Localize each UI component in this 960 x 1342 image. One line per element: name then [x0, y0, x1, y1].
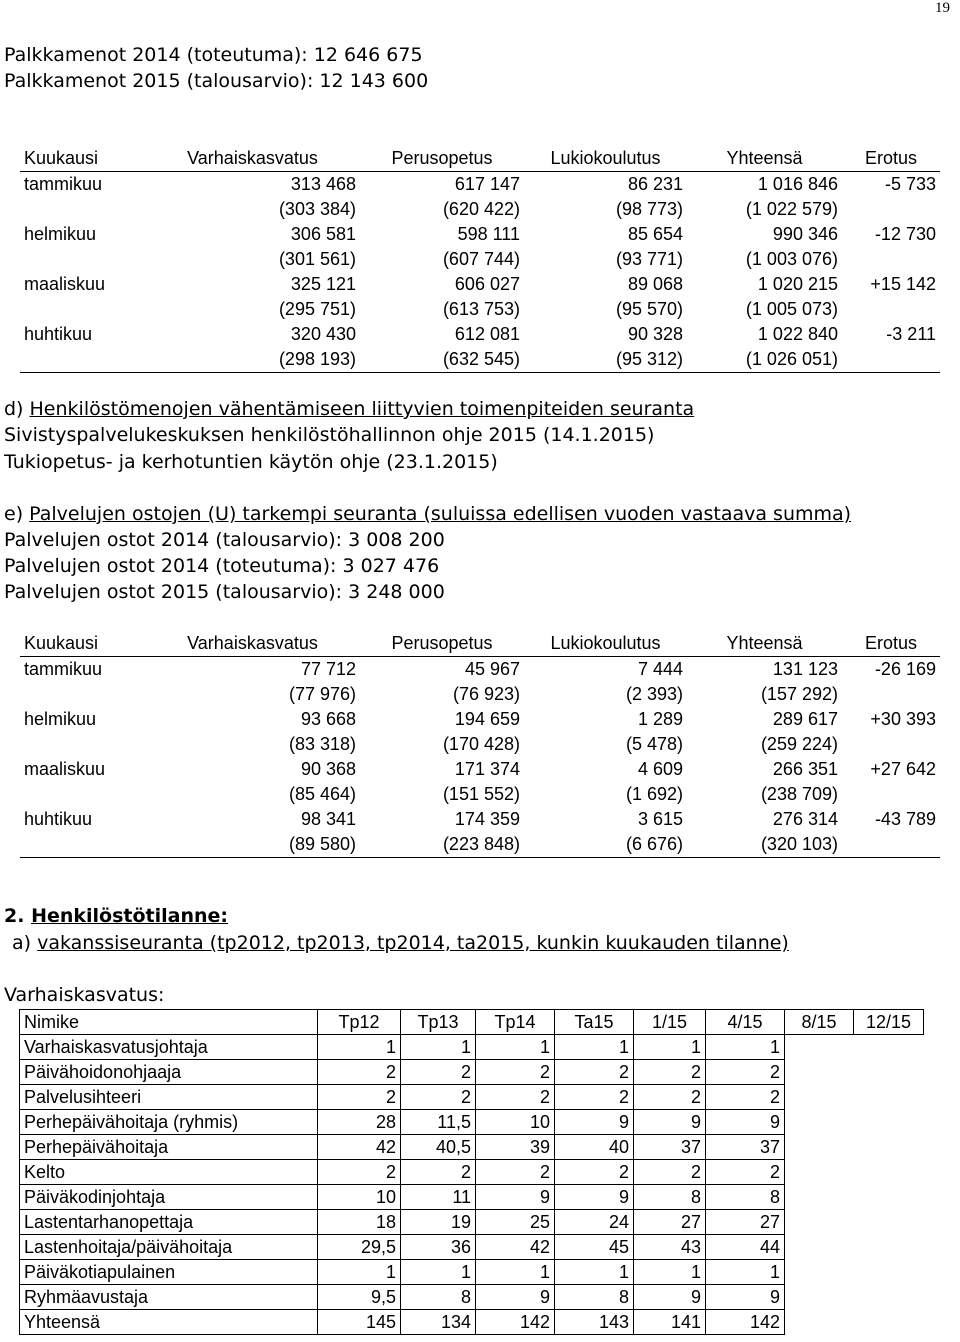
staff-count-cell: 43 — [634, 1235, 706, 1260]
section-d-heading — [4, 398, 694, 420]
staff-count-cell: 10 — [476, 1110, 555, 1135]
section-e-line-3: Palvelujen ostot 2014 (toteutuma): 3 027 476 — [4, 555, 440, 577]
previous-value: (98 773) — [615, 199, 683, 219]
difference-cell: -5 733 — [884, 174, 936, 194]
previous-value: (2 393) — [625, 684, 683, 704]
staff-count-cell — [854, 1035, 924, 1060]
table-header-row — [20, 631, 940, 657]
staff-count-cell — [854, 1060, 924, 1085]
table-row — [20, 222, 940, 272]
current-value: 90 368 — [300, 759, 356, 779]
month-cell: huhtikuu — [20, 322, 145, 373]
current-value: 598 111 — [457, 224, 520, 244]
section-d-line-2: Sivistyspalvelukeskuksen henkilöstöhallinnon ohje 2015 (14.1.2015) — [4, 424, 655, 446]
value-cell — [687, 322, 842, 373]
value-cell — [524, 272, 687, 322]
salary-2015-line: Palkkamenot 2015 (talousarvio): 12 143 600 — [4, 70, 429, 92]
service-purchases-table — [20, 631, 940, 858]
staff-count-cell: 134 — [401, 1310, 476, 1335]
current-value: 77 712 — [300, 659, 356, 679]
value-cell — [360, 322, 524, 373]
month-cell: maaliskuu — [24, 759, 106, 779]
value-cell — [145, 757, 360, 807]
previous-value: (1 003 076) — [745, 249, 838, 269]
staff-count-cell: 1 — [555, 1035, 634, 1060]
column-header: Kuukausi — [20, 146, 145, 172]
staff-column-header: 4/15 — [706, 1010, 785, 1035]
section-e-line-4: Palvelujen ostot 2015 (talousarvio): 3 248 000 — [4, 581, 445, 603]
previous-value: (613 753) — [442, 299, 520, 319]
value-cell — [145, 657, 360, 708]
month-cell: maaliskuu — [24, 274, 106, 294]
staff-column-header: Tp14 — [476, 1010, 555, 1035]
table-row — [20, 707, 940, 757]
difference-cell: +27 642 — [870, 759, 936, 779]
staff-count-cell: 40,5 — [401, 1135, 476, 1160]
staff-count-cell: 2 — [318, 1085, 401, 1110]
staff-title-cell: Kelto — [20, 1160, 318, 1185]
staff-count-cell — [785, 1135, 854, 1160]
staff-count-cell — [854, 1210, 924, 1235]
staff-count-cell: 1 — [318, 1260, 401, 1285]
column-header: Perusopetus — [360, 146, 524, 172]
previous-value: (76 923) — [452, 684, 520, 704]
staff-row — [20, 1135, 924, 1160]
previous-value: (320 103) — [760, 834, 838, 854]
staff-count-cell: 143 — [555, 1310, 634, 1335]
previous-value: (89 580) — [288, 834, 356, 854]
current-value: 606 027 — [454, 274, 520, 294]
staff-count-cell — [785, 1260, 854, 1285]
staff-count-cell — [785, 1285, 854, 1310]
staff-count-cell: 2 — [401, 1085, 476, 1110]
staff-count-cell: 8 — [555, 1285, 634, 1310]
value-cell — [524, 322, 687, 373]
current-value: 7 444 — [637, 659, 683, 679]
value-cell — [524, 757, 687, 807]
staff-column-header: 8/15 — [785, 1010, 854, 1035]
staff-count-cell: 142 — [476, 1310, 555, 1335]
staff-count-cell: 1 — [401, 1035, 476, 1060]
current-value: 266 351 — [772, 759, 838, 779]
staff-count-cell: 25 — [476, 1210, 555, 1235]
difference-cell: -26 169 — [874, 659, 936, 679]
staff-count-cell: 9 — [555, 1110, 634, 1135]
value-cell — [360, 807, 524, 858]
table-row — [20, 272, 940, 322]
column-header: Erotus — [842, 631, 940, 657]
staff-count-cell: 145 — [318, 1310, 401, 1335]
section-2-heading — [4, 905, 228, 927]
previous-value: (1 022 579) — [745, 199, 838, 219]
current-value: 325 121 — [290, 274, 356, 294]
staff-count-cell: 2 — [555, 1085, 634, 1110]
current-value: 990 346 — [772, 224, 838, 244]
current-value: 174 359 — [454, 809, 520, 829]
current-value: 4 609 — [637, 759, 683, 779]
value-cell — [524, 707, 687, 757]
staff-count-cell — [785, 1235, 854, 1260]
staff-count-cell: 2 — [401, 1060, 476, 1085]
previous-value: (157 292) — [760, 684, 838, 704]
previous-value: (620 422) — [442, 199, 520, 219]
month-cell: helmikuu — [24, 224, 97, 244]
current-value: 1 289 — [637, 709, 683, 729]
staff-count-cell: 1 — [476, 1260, 555, 1285]
staff-count-cell: 141 — [634, 1310, 706, 1335]
staff-count-cell: 2 — [318, 1060, 401, 1085]
table-row — [20, 172, 940, 223]
staff-count-cell: 28 — [318, 1110, 401, 1135]
staff-row — [20, 1185, 924, 1210]
staff-count-cell — [785, 1085, 854, 1110]
column-header: Yhteensä — [687, 146, 842, 172]
previous-value: (77 976) — [288, 684, 356, 704]
staff-count-cell — [854, 1235, 924, 1260]
previous-value: (95 312) — [615, 349, 683, 369]
staff-count-cell: 11 — [401, 1185, 476, 1210]
section-d-prefix: d) — [4, 398, 30, 420]
month-cell: helmikuu — [24, 709, 97, 729]
section-d-line-3: Tukiopetus- ja kerhotuntien käytön ohje (23.1.2015) — [4, 451, 498, 473]
staff-count-cell: 2 — [706, 1060, 785, 1085]
staff-count-cell — [785, 1310, 854, 1335]
staff-count-cell: 9 — [634, 1285, 706, 1310]
value-cell — [145, 807, 360, 858]
staff-row — [20, 1060, 924, 1085]
staff-count-cell — [854, 1260, 924, 1285]
staff-count-cell — [854, 1185, 924, 1210]
staff-count-cell: 1 — [634, 1260, 706, 1285]
staff-column-header: Nimike — [20, 1010, 318, 1035]
section-e-line-2: Palvelujen ostot 2014 (talousarvio): 3 008 200 — [4, 529, 445, 551]
staff-count-cell — [785, 1035, 854, 1060]
staff-count-cell: 2 — [555, 1060, 634, 1085]
staff-title-cell: Perhepäivähoitaja (ryhmis) — [20, 1110, 318, 1135]
staff-count-cell: 39 — [476, 1135, 555, 1160]
previous-value: (607 744) — [442, 249, 520, 269]
current-value: 313 468 — [290, 174, 356, 194]
value-cell — [145, 172, 360, 223]
staff-count-cell: 9 — [476, 1285, 555, 1310]
previous-value: (1 026 051) — [745, 349, 838, 369]
staff-count-cell: 1 — [555, 1260, 634, 1285]
staff-count-cell: 27 — [706, 1210, 785, 1235]
current-value: 612 081 — [454, 324, 520, 344]
staff-column-header: 1/15 — [634, 1010, 706, 1035]
table-row — [20, 807, 940, 858]
staff-count-cell: 1 — [634, 1035, 706, 1060]
staff-count-cell — [854, 1085, 924, 1110]
column-header: Yhteensä — [687, 631, 842, 657]
staff-count-cell: 2 — [634, 1060, 706, 1085]
previous-value: (93 771) — [615, 249, 683, 269]
staff-column-header: Tp13 — [401, 1010, 476, 1035]
current-value: 85 654 — [627, 224, 683, 244]
column-header: Kuukausi — [20, 631, 145, 657]
previous-value: (95 570) — [615, 299, 683, 319]
staff-count-cell: 2 — [476, 1160, 555, 1185]
staff-count-cell: 24 — [555, 1210, 634, 1235]
staff-vacancy-table — [19, 1009, 924, 1335]
staff-count-cell — [854, 1160, 924, 1185]
section-e-title: Palvelujen ostojen (U) tarkempi seuranta (suluissa edellisen vuoden vastaava summa) — [29, 503, 852, 525]
staff-count-cell: 44 — [706, 1235, 785, 1260]
staff-row — [20, 1235, 924, 1260]
value-cell — [687, 272, 842, 322]
staff-count-cell: 2 — [706, 1160, 785, 1185]
previous-value: (303 384) — [278, 199, 356, 219]
staff-count-cell: 18 — [318, 1210, 401, 1235]
staff-row — [20, 1310, 924, 1335]
salary-monthly-table — [20, 146, 940, 373]
staff-count-cell — [785, 1110, 854, 1135]
staff-count-cell: 2 — [706, 1085, 785, 1110]
previous-value: (1 005 073) — [745, 299, 838, 319]
staff-count-cell: 11,5 — [401, 1110, 476, 1135]
section-2a-prefix: a) — [12, 932, 38, 954]
section-2-title: Henkilöstötilanne: — [31, 905, 229, 927]
previous-value: (170 428) — [442, 734, 520, 754]
difference-cell: -12 730 — [874, 224, 936, 244]
staff-count-cell: 40 — [555, 1135, 634, 1160]
column-header: Lukiokoulutus — [524, 146, 687, 172]
current-value: 3 615 — [637, 809, 683, 829]
current-value: 90 328 — [627, 324, 683, 344]
staff-count-cell: 9 — [706, 1110, 785, 1135]
staff-count-cell: 2 — [555, 1160, 634, 1185]
column-header: Lukiokoulutus — [524, 631, 687, 657]
previous-value: (223 848) — [442, 834, 520, 854]
value-cell — [145, 322, 360, 373]
staff-count-cell: 36 — [401, 1235, 476, 1260]
current-value: 1 020 215 — [757, 274, 838, 294]
staff-count-cell: 9,5 — [318, 1285, 401, 1310]
current-value: 93 668 — [300, 709, 356, 729]
staff-count-cell: 19 — [401, 1210, 476, 1235]
staff-count-cell: 37 — [634, 1135, 706, 1160]
staff-title-cell: Ryhmäavustaja — [20, 1285, 318, 1310]
current-value: 276 314 — [772, 809, 838, 829]
staff-count-cell: 2 — [476, 1060, 555, 1085]
value-cell — [687, 172, 842, 223]
value-cell — [687, 707, 842, 757]
staff-count-cell: 42 — [476, 1235, 555, 1260]
current-value: 194 659 — [454, 709, 520, 729]
column-header: Perusopetus — [360, 631, 524, 657]
staff-count-cell: 42 — [318, 1135, 401, 1160]
staff-title-cell: Päiväkotiapulainen — [20, 1260, 318, 1285]
staff-count-cell: 8 — [706, 1185, 785, 1210]
table-row — [20, 757, 940, 807]
staff-count-cell — [785, 1210, 854, 1235]
staff-title-cell: Päivähoidonohjaaja — [20, 1060, 318, 1085]
current-value: 617 147 — [454, 174, 520, 194]
page-number: 19 — [935, 0, 950, 16]
previous-value: (6 676) — [625, 834, 683, 854]
previous-value: (83 318) — [288, 734, 356, 754]
current-value: 1 022 840 — [757, 324, 838, 344]
previous-value: (295 751) — [278, 299, 356, 319]
staff-count-cell: 9 — [634, 1110, 706, 1135]
value-cell — [360, 172, 524, 223]
previous-value: (259 224) — [760, 734, 838, 754]
varhaiskasvatus-label: Varhaiskasvatus: — [4, 984, 165, 1006]
value-cell — [687, 757, 842, 807]
value-cell — [524, 807, 687, 858]
staff-row — [20, 1160, 924, 1185]
previous-value: (632 545) — [442, 349, 520, 369]
difference-cell: -3 211 — [842, 322, 940, 373]
value-cell — [687, 222, 842, 272]
previous-value: (1 692) — [625, 784, 683, 804]
staff-count-cell: 1 — [318, 1035, 401, 1060]
staff-count-cell: 8 — [401, 1285, 476, 1310]
section-2a-title: vakanssiseuranta (tp2012, tp2013, tp2014, ta2015, kunkin kuukauden tilanne) — [37, 932, 789, 954]
current-value: 45 967 — [464, 659, 520, 679]
staff-count-cell — [854, 1310, 924, 1335]
staff-count-cell: 142 — [706, 1310, 785, 1335]
value-cell — [360, 272, 524, 322]
staff-title-cell: Lastenhoitaja/päivähoitaja — [20, 1235, 318, 1260]
staff-count-cell: 2 — [634, 1085, 706, 1110]
value-cell — [360, 222, 524, 272]
previous-value: (151 552) — [442, 784, 520, 804]
staff-row — [20, 1210, 924, 1235]
current-value: 86 231 — [627, 174, 683, 194]
staff-count-cell: 9 — [476, 1185, 555, 1210]
staff-count-cell: 29,5 — [318, 1235, 401, 1260]
staff-count-cell — [785, 1160, 854, 1185]
staff-count-cell — [854, 1135, 924, 1160]
staff-count-cell: 1 — [476, 1035, 555, 1060]
staff-count-cell — [785, 1060, 854, 1085]
previous-value: (298 193) — [278, 349, 356, 369]
staff-row — [20, 1260, 924, 1285]
current-value: 98 341 — [300, 809, 356, 829]
value-cell — [524, 657, 687, 708]
staff-row — [20, 1285, 924, 1310]
current-value: 171 374 — [454, 759, 520, 779]
staff-count-cell: 37 — [706, 1135, 785, 1160]
month-cell: huhtikuu — [20, 807, 145, 858]
previous-value: (301 561) — [278, 249, 356, 269]
staff-count-cell — [854, 1110, 924, 1135]
previous-value: (5 478) — [625, 734, 683, 754]
current-value: 320 430 — [290, 324, 356, 344]
staff-row — [20, 1085, 924, 1110]
staff-title-cell: Päiväkodinjohtaja — [20, 1185, 318, 1210]
section-e-heading — [4, 503, 851, 525]
staff-count-cell: 1 — [706, 1260, 785, 1285]
current-value: 306 581 — [290, 224, 356, 244]
current-value: 1 016 846 — [757, 174, 838, 194]
staff-row — [20, 1110, 924, 1135]
column-header: Varhaiskasvatus — [145, 146, 360, 172]
difference-cell: -43 789 — [842, 807, 940, 858]
value-cell — [360, 657, 524, 708]
current-value: 89 068 — [627, 274, 683, 294]
staff-header-row — [20, 1010, 924, 1035]
table-row — [20, 322, 940, 373]
value-cell — [145, 272, 360, 322]
salary-2014-line: Palkkamenot 2014 (toteutuma): 12 646 675 — [4, 44, 423, 66]
month-cell: tammikuu — [24, 174, 103, 194]
table-row — [20, 657, 940, 708]
value-cell — [687, 807, 842, 858]
staff-count-cell — [785, 1185, 854, 1210]
value-cell — [524, 222, 687, 272]
value-cell — [145, 222, 360, 272]
column-header: Erotus — [842, 146, 940, 172]
difference-cell: +15 142 — [870, 274, 936, 294]
previous-value: (238 709) — [760, 784, 838, 804]
staff-count-cell: 2 — [318, 1160, 401, 1185]
section-2-number: 2. — [4, 905, 32, 927]
current-value: 289 617 — [772, 709, 838, 729]
staff-count-cell: 2 — [476, 1085, 555, 1110]
table-header-row — [20, 146, 940, 172]
staff-count-cell: 1 — [401, 1260, 476, 1285]
staff-count-cell: 8 — [634, 1185, 706, 1210]
staff-count-cell: 9 — [706, 1285, 785, 1310]
staff-count-cell: 9 — [555, 1185, 634, 1210]
staff-count-cell — [854, 1285, 924, 1310]
column-header: Varhaiskasvatus — [145, 631, 360, 657]
staff-count-cell: 2 — [401, 1160, 476, 1185]
difference-cell: +30 393 — [870, 709, 936, 729]
staff-title-cell: Varhaiskasvatusjohtaja — [20, 1035, 318, 1060]
staff-title-cell: Perhepäivähoitaja — [20, 1135, 318, 1160]
section-2a-heading — [12, 932, 789, 954]
staff-count-cell: 10 — [318, 1185, 401, 1210]
staff-title-cell: Yhteensä — [20, 1310, 318, 1335]
staff-title-cell: Palvelusihteeri — [20, 1085, 318, 1110]
staff-count-cell: 27 — [634, 1210, 706, 1235]
value-cell — [360, 757, 524, 807]
staff-count-cell: 2 — [634, 1160, 706, 1185]
staff-column-header: 12/15 — [854, 1010, 924, 1035]
value-cell — [145, 707, 360, 757]
staff-row — [20, 1035, 924, 1060]
staff-title-cell: Lastentarhanopettaja — [20, 1210, 318, 1235]
value-cell — [360, 707, 524, 757]
value-cell — [687, 657, 842, 708]
staff-column-header: Ta15 — [555, 1010, 634, 1035]
previous-value: (85 464) — [288, 784, 356, 804]
staff-count-cell: 45 — [555, 1235, 634, 1260]
staff-count-cell: 1 — [706, 1035, 785, 1060]
section-d-title: Henkilöstömenojen vähentämiseen liittyvien toimenpiteiden seuranta — [29, 398, 695, 420]
value-cell — [524, 172, 687, 223]
current-value: 131 123 — [772, 659, 838, 679]
section-e-prefix: e) — [4, 503, 30, 525]
staff-column-header: Tp12 — [318, 1010, 401, 1035]
month-cell: tammikuu — [24, 659, 103, 679]
